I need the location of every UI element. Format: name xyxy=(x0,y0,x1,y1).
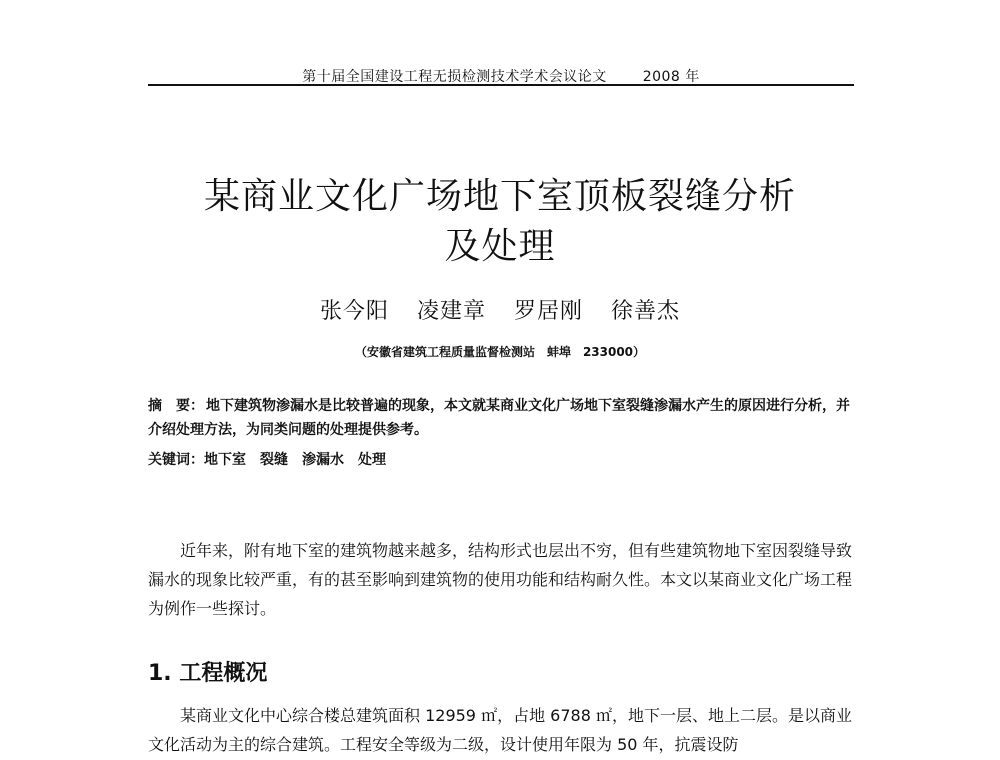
author-list xyxy=(100,294,900,325)
author-name: 凌建章 xyxy=(416,299,486,324)
abstract-label: 摘 要： xyxy=(148,398,204,414)
keyword: 处理 xyxy=(358,452,386,468)
author-name: 罗居刚 xyxy=(514,299,584,324)
section-paragraph: 某商业文化中心综合楼总建筑面积 12959 ㎡，占地 6788 ㎡，地下一层、地上二层。是以商业文化活动为主的综合建筑。工程安全等级为二级，设计使用年限为 50 年，抗震设防 xyxy=(148,706,852,754)
affiliation: （安徽省建筑工程质量监督检测站 蚌埠 233000） xyxy=(354,345,646,359)
section-heading: 1. 工程概况 xyxy=(148,661,268,686)
keyword: 地下室 xyxy=(204,452,246,468)
abstract-text: 地下建筑物渗漏水是比较普遍的现象，本文就某商业文化广场地下室裂缝渗漏水产生的原因进行分析，并介绍处理方法，为同类问题的处理提供参考。 xyxy=(148,398,850,438)
conference-year: 2008 年 xyxy=(642,69,700,85)
keywords-label: 关键词： xyxy=(148,452,204,468)
abstract xyxy=(148,394,858,442)
paper-title-line-2: 及处理 xyxy=(444,226,556,267)
header-rule xyxy=(148,84,854,86)
running-header xyxy=(148,66,854,86)
keyword: 渗漏水 xyxy=(302,452,344,468)
author-name: 张今阳 xyxy=(319,299,389,324)
conference-name: 第十届全国建设工程无损检测技术学术会议论文 xyxy=(302,69,607,85)
paper-title xyxy=(100,172,900,272)
keywords xyxy=(148,448,858,472)
intro-paragraph: 近年来，附有地下室的建筑物越来越多，结构形式也层出不穷，但有些建筑物地下室因裂缝导致漏水的现象比较严重，有的甚至影响到建筑物的使用功能和结构耐久性。本文以某商业文化广场工程为例作一些探讨。 xyxy=(148,541,853,618)
paper-title-line-1: 某商业文化广场地下室顶板裂缝分析 xyxy=(203,176,796,217)
keyword: 裂缝 xyxy=(260,452,288,468)
author-name: 徐善杰 xyxy=(611,299,681,324)
